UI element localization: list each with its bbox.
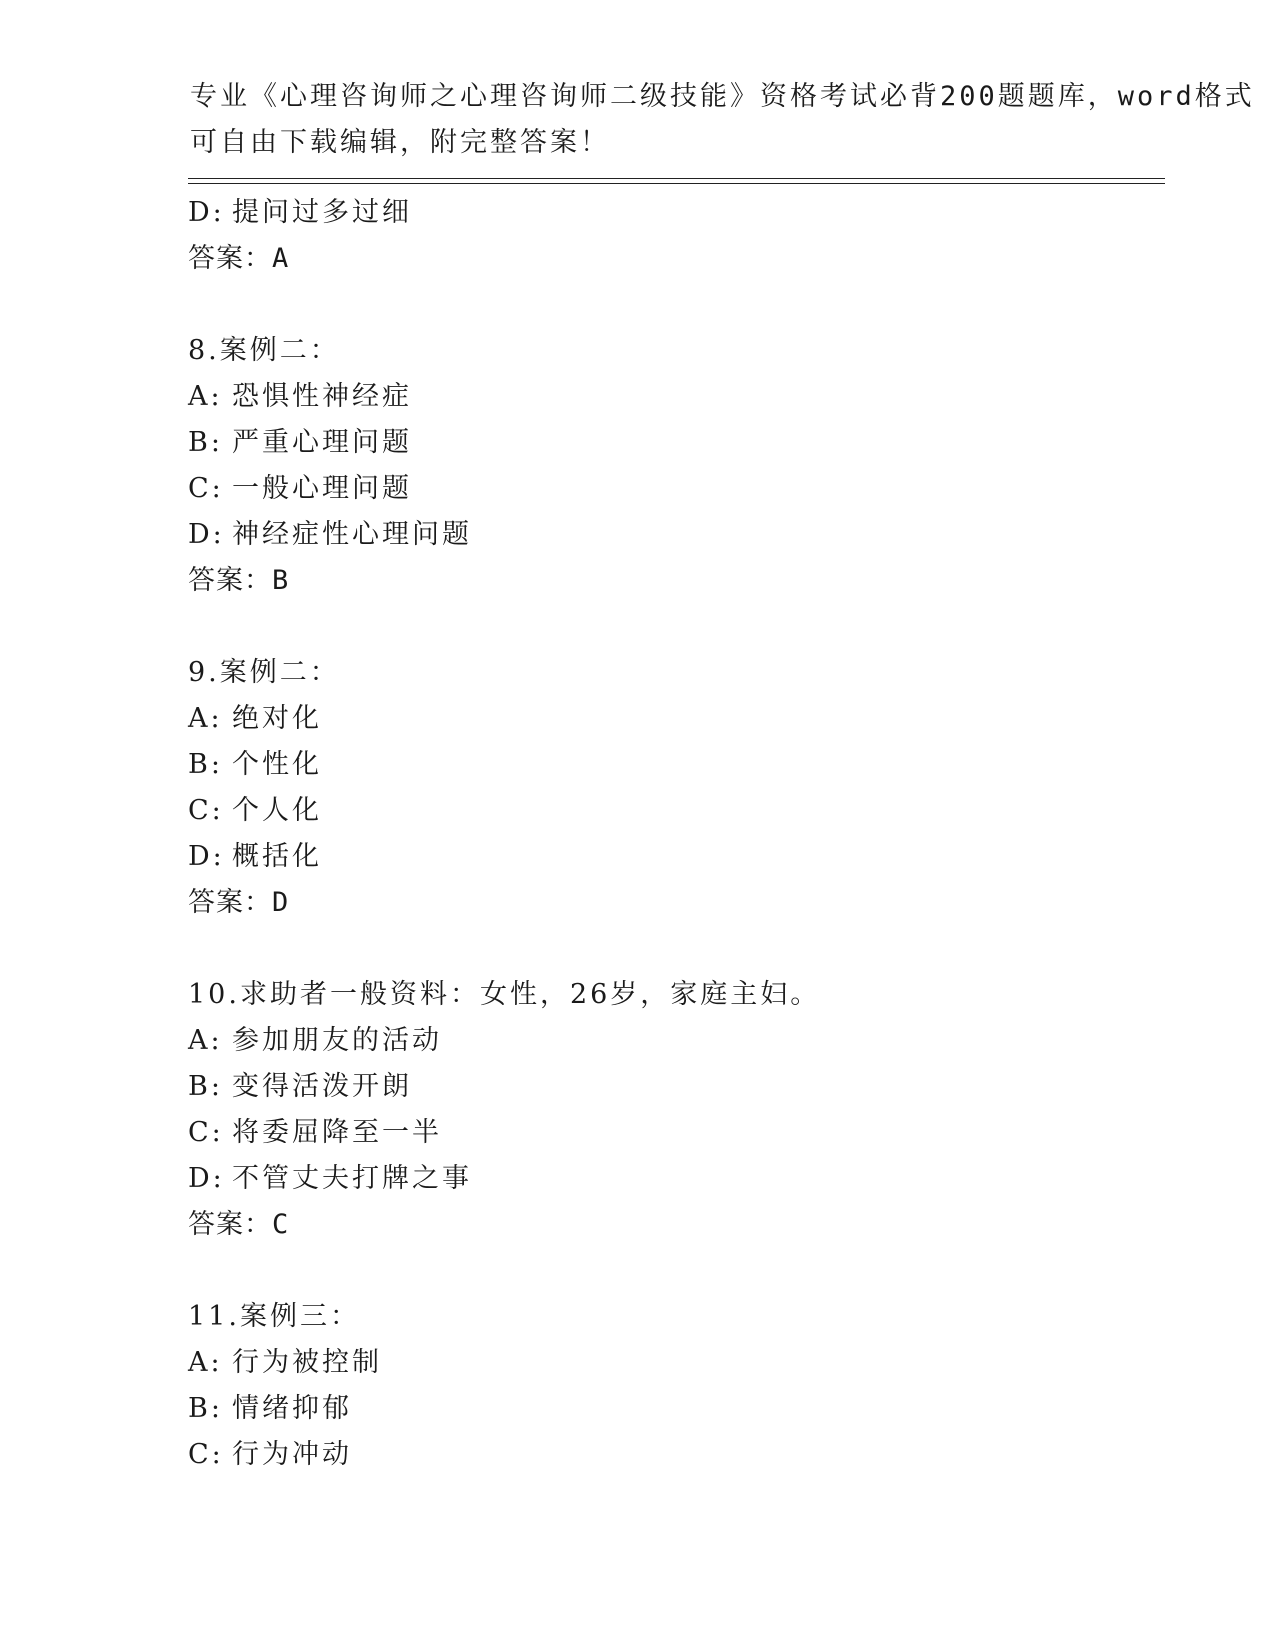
answer-label: 答案： bbox=[188, 243, 272, 274]
option-c bbox=[188, 466, 1168, 512]
question-stem: 9.案例二： bbox=[188, 657, 340, 688]
answer-value: A bbox=[272, 243, 290, 274]
answer-value: D bbox=[272, 887, 290, 918]
option-key: B: bbox=[188, 749, 223, 780]
option-d bbox=[188, 834, 1168, 880]
option-key: A: bbox=[188, 1025, 223, 1056]
answer-label: 答案： bbox=[188, 565, 272, 596]
question-9 bbox=[188, 650, 1168, 926]
answer-line bbox=[188, 236, 1168, 282]
answer-label: 答案： bbox=[188, 887, 272, 918]
answer-line bbox=[188, 1202, 1168, 1248]
option-key: B: bbox=[188, 427, 223, 458]
option-c bbox=[188, 1432, 1168, 1478]
header-divider-bottom bbox=[188, 183, 1165, 184]
option-key: D: bbox=[188, 841, 225, 872]
option-key: A: bbox=[188, 1347, 223, 1378]
option-key: D: bbox=[188, 1163, 225, 1194]
question-stem: 10.求助者一般资料：女性，26岁，家庭主妇。 bbox=[188, 979, 821, 1010]
answer-line bbox=[188, 558, 1168, 604]
option-text: 变得活泼开朗 bbox=[232, 1071, 412, 1102]
option-text: 恐惧性神经症 bbox=[232, 381, 412, 412]
question-8 bbox=[188, 328, 1168, 604]
header-line-1: 专业《心理咨询师之心理咨询师二级技能》资格考试必背200题题库，word格式 bbox=[190, 81, 1255, 112]
option-text: 行为被控制 bbox=[232, 1347, 382, 1378]
question-11 bbox=[188, 1294, 1168, 1478]
option-d bbox=[188, 190, 1168, 236]
option-a bbox=[188, 1340, 1168, 1386]
option-d bbox=[188, 512, 1168, 558]
option-a bbox=[188, 696, 1168, 742]
document-header bbox=[190, 74, 1255, 166]
option-b bbox=[188, 1386, 1168, 1432]
option-key: A: bbox=[188, 381, 223, 412]
option-key: B: bbox=[188, 1393, 223, 1424]
answer-value: C bbox=[272, 1209, 290, 1240]
option-key: B: bbox=[188, 1071, 223, 1102]
option-text: 不管丈夫打牌之事 bbox=[232, 1163, 472, 1194]
option-text: 参加朋友的活动 bbox=[232, 1025, 442, 1056]
option-key: C: bbox=[188, 1439, 224, 1470]
option-key: C: bbox=[188, 473, 224, 504]
question-partial bbox=[188, 190, 1168, 282]
option-b bbox=[188, 420, 1168, 466]
option-text: 行为冲动 bbox=[232, 1439, 352, 1470]
option-a bbox=[188, 1018, 1168, 1064]
option-c bbox=[188, 788, 1168, 834]
option-text: 提问过多过细 bbox=[232, 197, 412, 228]
question-stem: 8.案例二： bbox=[188, 335, 340, 366]
option-text: 个性化 bbox=[232, 749, 322, 780]
option-text: 一般心理问题 bbox=[232, 473, 412, 504]
header-line-2: 可自由下载编辑，附完整答案！ bbox=[190, 127, 610, 158]
option-a bbox=[188, 374, 1168, 420]
option-key: A: bbox=[188, 703, 223, 734]
option-text: 个人化 bbox=[232, 795, 322, 826]
option-text: 严重心理问题 bbox=[232, 427, 412, 458]
header-divider-top bbox=[188, 178, 1165, 179]
option-text: 将委屈降至一半 bbox=[232, 1117, 442, 1148]
option-c bbox=[188, 1110, 1168, 1156]
answer-label: 答案： bbox=[188, 1209, 272, 1240]
answer-line bbox=[188, 880, 1168, 926]
option-text: 情绪抑郁 bbox=[232, 1393, 352, 1424]
question-stem: 11.案例三： bbox=[188, 1301, 360, 1332]
option-key: C: bbox=[188, 795, 224, 826]
option-b bbox=[188, 742, 1168, 788]
option-key: D: bbox=[188, 519, 225, 550]
option-text: 绝对化 bbox=[232, 703, 322, 734]
option-key: D: bbox=[188, 197, 225, 228]
option-text: 概括化 bbox=[232, 841, 322, 872]
question-list bbox=[188, 190, 1168, 1478]
answer-value: B bbox=[272, 565, 290, 596]
option-text: 神经症性心理问题 bbox=[232, 519, 472, 550]
option-key: C: bbox=[188, 1117, 224, 1148]
option-b bbox=[188, 1064, 1168, 1110]
option-d bbox=[188, 1156, 1168, 1202]
question-10 bbox=[188, 972, 1168, 1248]
